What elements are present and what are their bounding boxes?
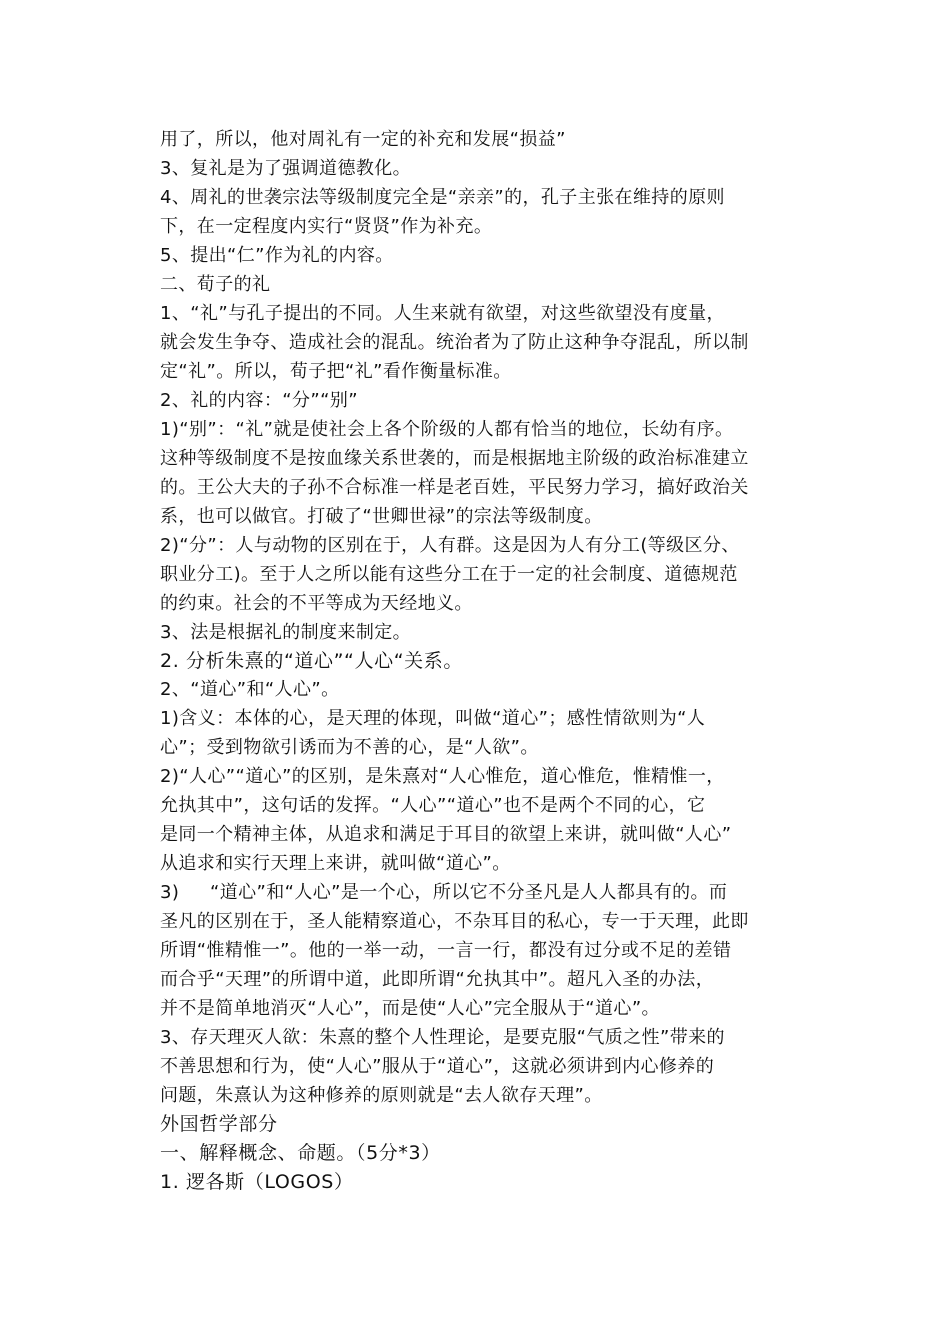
- text-line: 职业分工)。至于人之所以能有这些分工在于一定的社会制度、道德规范: [160, 564, 738, 585]
- text-line: 圣凡的区别在于，圣人能精察道心，不杂耳目的私心，专一于天理，此即: [160, 911, 749, 932]
- text-line: 这种等级制度不是按血缘关系世袭的，而是根据地主阶级的政治标准建立: [160, 448, 749, 469]
- text-line: “道心”和“人心”是一个心，所以它不分圣凡是人人都具有的。而: [210, 882, 728, 903]
- text-line: 心”；受到物欲引诱而为不善的心，是“人欲”。: [160, 737, 539, 758]
- text-line: 允执其中”，这句话的发挥。“人心”“道心”也不是两个不同的心，它: [160, 795, 706, 816]
- text-line: 并不是简单地消灭“人心”，而是使“人心”完全服从于“道心”。: [160, 998, 660, 1019]
- text-line: 3、法是根据礼的制度来制定。: [160, 622, 412, 643]
- question-heading: 2. 分析朱熹的“道心”“人心“关系。: [160, 650, 463, 672]
- text-line: 3、复礼是为了强调道德教化。: [160, 158, 412, 179]
- section-heading: 一、解释概念、命题。（5分*3）: [160, 1142, 441, 1164]
- text-line: 1)“别”：“礼”就是使社会上各个阶级的人都有恰当的地位，长幼有序。: [160, 419, 734, 440]
- text-line: 用了，所以，他对周礼有一定的补充和发展“损益”: [160, 129, 566, 150]
- text-line: 不善思想和行为，使“人心”服从于“道心”，这就必须讲到内心修养的: [160, 1056, 715, 1077]
- text-line: 5、提出“仁”作为礼的内容。: [160, 245, 394, 266]
- text-line: 2)“分”：人与动物的区别在于，人有群。这是因为人有分工(等级区分、: [160, 535, 740, 556]
- text-line: 系，也可以做官。打破了“世卿世禄”的宗法等级制度。: [160, 506, 603, 527]
- question-heading: 1. 逻各斯（LOGOS）: [160, 1171, 354, 1193]
- text-line: 问题，朱熹认为这种修养的原则就是“去人欲存天理”。: [160, 1085, 603, 1106]
- list-number: 3): [160, 882, 180, 903]
- text-line: 2、“道心”和“人心”。: [160, 679, 340, 700]
- text-line: 从追求和实行天理上来讲，就叫做“道心”。: [160, 853, 511, 874]
- text-line: 2)“人心”“道心”的区别，是朱熹对“人心惟危，道心惟危，惟精惟一，: [160, 766, 725, 787]
- text-line: 3、存天理灭人欲：朱熹的整个人性理论，是要克服“气质之性”带来的: [160, 1027, 725, 1048]
- text-line: 而合乎“天理”的所谓中道，此即所谓“允执其中”。超凡入圣的办法，: [160, 969, 715, 990]
- text-line: 定“礼”。所以，荀子把“礼”看作衡量标准。: [160, 361, 512, 382]
- part-heading: 外国哲学部分: [160, 1113, 278, 1135]
- text-line: 的。王公大夫的子孙不合标准一样是老百姓，平民努力学习，搞好政治关: [160, 477, 749, 498]
- text-line: 的约束。社会的不平等成为天经地义。: [160, 593, 473, 614]
- text-line: 是同一个精神主体，从追求和满足于耳目的欲望上来讲，就叫做“人心”: [160, 824, 732, 845]
- text-line: 1)含义：本体的心，是天理的体现，叫做“道心”；感性情欲则为“人: [160, 708, 706, 729]
- text-line: 下，在一定程度内实行“贤贤”作为补充。: [160, 216, 493, 237]
- text-line: 4、周礼的世袭宗法等级制度完全是“亲亲”的，孔子主张在维持的原则: [160, 187, 725, 208]
- text-line: 所谓“惟精惟一”。他的一举一动，一言一行，都没有过分或不足的差错: [160, 940, 732, 961]
- text-line: 就会发生争夺、造成社会的混乱。统治者为了防止这种争夺混乱，所以制: [160, 332, 749, 353]
- section-heading: 二、荀子的礼: [160, 274, 271, 295]
- text-line: 1、“礼”与孔子提出的不同。人生来就有欲望，对这些欲望没有度量，: [160, 303, 725, 324]
- text-line: 2、礼的内容：“分”“别”: [160, 390, 358, 411]
